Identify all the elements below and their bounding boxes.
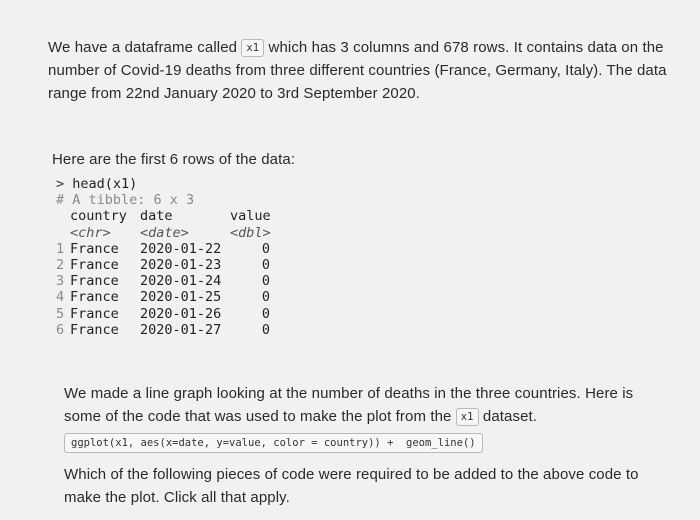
row-value: 0 bbox=[261, 273, 270, 290]
line-graph-paragraph bbox=[64, 382, 664, 428]
table-row bbox=[56, 322, 270, 338]
row-value: 0 bbox=[261, 305, 270, 322]
table-row bbox=[56, 306, 270, 322]
intro-paragraph bbox=[48, 36, 688, 105]
table-row bbox=[56, 273, 270, 289]
column-type-date: <date> bbox=[140, 224, 189, 241]
console-command-line bbox=[56, 176, 270, 192]
intro-text-1: We have a dataframe called bbox=[48, 39, 238, 56]
row-date: 2020-01-27 bbox=[140, 321, 222, 338]
row-country: France bbox=[70, 305, 119, 322]
row-value: 0 bbox=[261, 240, 270, 257]
row-value: 0 bbox=[261, 321, 270, 338]
table-row bbox=[56, 257, 270, 273]
column-type-row bbox=[56, 225, 270, 241]
console-prompt: > bbox=[56, 176, 65, 192]
row-date: 2020-01-26 bbox=[140, 305, 222, 322]
inline-code-x1: x1 bbox=[456, 408, 479, 426]
column-type-value: <dbl> bbox=[230, 224, 271, 241]
row-date: 2020-01-23 bbox=[140, 256, 222, 273]
row-country: France bbox=[70, 289, 119, 306]
first-rows-label: Here are the first 6 rows of the data: bbox=[52, 151, 296, 168]
intro-text-2: which has 3 columns and 678 rows. It contains data on the number of Covid-19 deaths from three different countries (France, Germany, Italy). The data range from 22nd January 2020 to 3rd September 2020. bbox=[48, 39, 667, 102]
row-index: 4 bbox=[56, 289, 65, 306]
row-country: France bbox=[70, 256, 119, 273]
console-command: head(x1) bbox=[72, 176, 138, 192]
row-country: France bbox=[70, 321, 119, 338]
line-graph-text-2: dataset. bbox=[482, 408, 538, 425]
row-index: 1 bbox=[56, 240, 65, 257]
column-header-date: date bbox=[140, 208, 173, 225]
row-date: 2020-01-25 bbox=[140, 289, 222, 306]
column-header-row bbox=[56, 208, 270, 224]
inline-code-x1: x1 bbox=[241, 39, 264, 57]
row-value: 0 bbox=[261, 256, 270, 273]
row-index: 5 bbox=[56, 305, 65, 322]
r-console-output bbox=[56, 176, 270, 338]
row-date: 2020-01-24 bbox=[140, 273, 222, 290]
table-row bbox=[56, 241, 270, 257]
column-header-value: value bbox=[230, 208, 271, 225]
row-index: 2 bbox=[56, 256, 65, 273]
ggplot-code-snippet: ggplot(x1, aes(x=date, y=value, color = country)) + geom_line() bbox=[64, 433, 483, 453]
column-header-country: country bbox=[70, 208, 127, 225]
column-type-country: <chr> bbox=[70, 224, 111, 241]
tibble-header: # A tibble: 6 x 3 bbox=[56, 192, 195, 209]
row-country: France bbox=[70, 273, 119, 290]
row-value: 0 bbox=[261, 289, 270, 306]
row-country: France bbox=[70, 240, 119, 257]
question-text: Which of the following pieces of code were required to be added to the above code to make the plot. Click all that apply. bbox=[64, 466, 639, 506]
row-index: 6 bbox=[56, 321, 65, 338]
line-graph-text-1: We made a line graph looking at the number of deaths in the three countries. Here is some of the code that was used to make the plot from the bbox=[64, 385, 634, 425]
row-date: 2020-01-22 bbox=[140, 240, 222, 257]
row-index: 3 bbox=[56, 273, 65, 290]
table-row bbox=[56, 289, 270, 305]
